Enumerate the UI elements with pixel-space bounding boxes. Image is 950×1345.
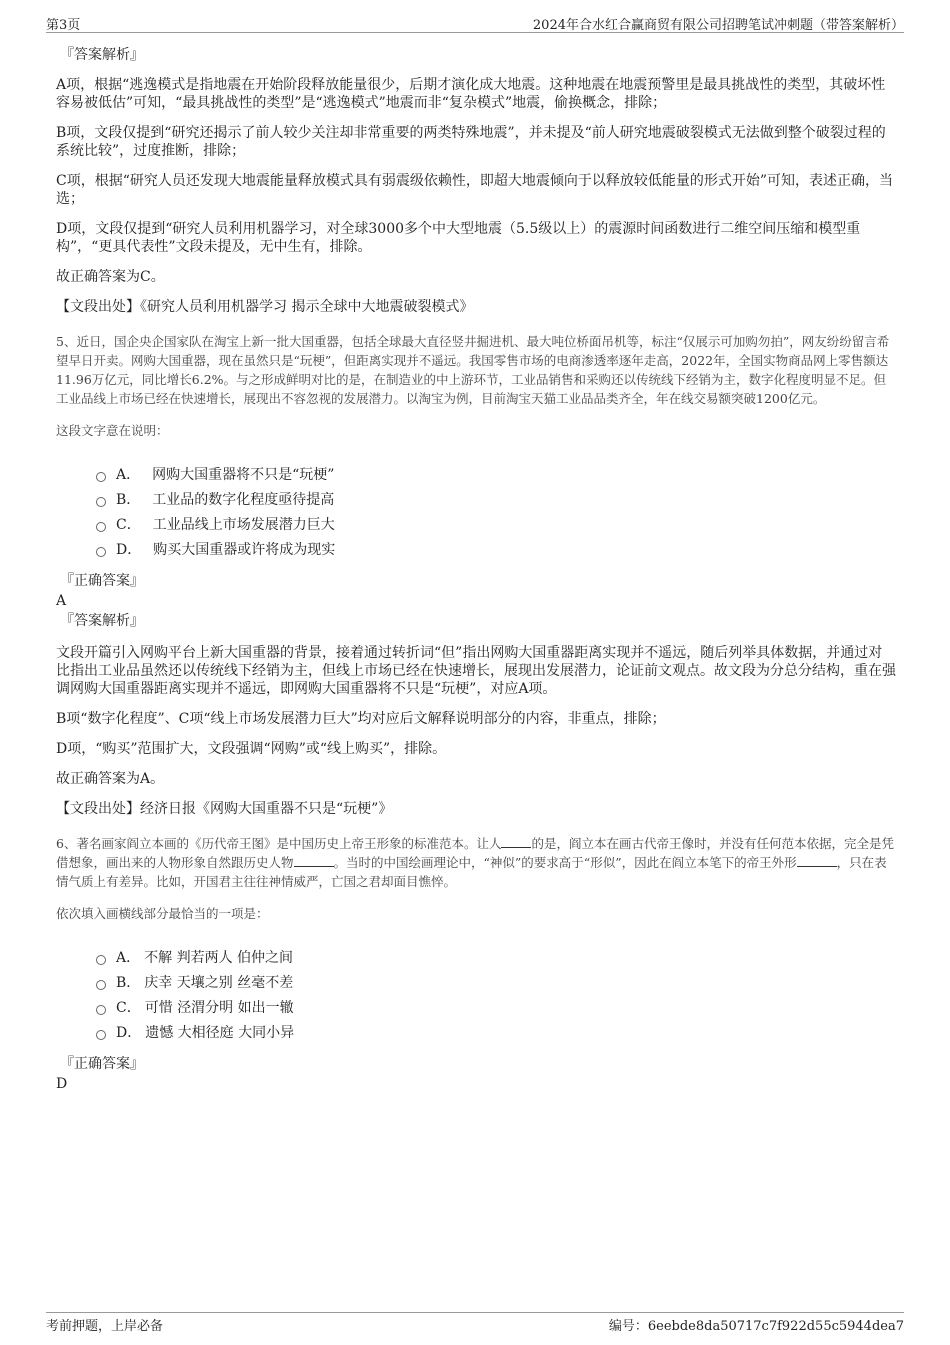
option-letter: B． [116, 492, 141, 508]
blank-3 [797, 854, 837, 867]
radio-icon[interactable] [96, 1030, 106, 1040]
blank-2 [294, 854, 334, 867]
option-letter: A． [116, 950, 141, 966]
radio-icon[interactable] [96, 955, 106, 965]
option-letter: D． [116, 1025, 142, 1041]
q4-analysis-c: C项，根据“研究人员还发现大地震能量释放模式具有弱震级依赖性，即超大地震倾向于以释放较低能量的形式开始”可知，表述正确，当选； [56, 173, 894, 207]
q5-analysis-d: D项，“购买”范围扩大，文段强调“网购”或“线上购买”，排除。 [56, 741, 447, 757]
q6-answer-tag: 『正确答案』 [60, 1056, 144, 1072]
q4-source: 【文段出处】《研究人员利用机器学习 揭示全球中大地震破裂模式》 [56, 299, 474, 315]
q6-option-d[interactable] [96, 1024, 896, 1049]
q5-analysis-tag: 『答案解析』 [60, 613, 144, 629]
q5-option-d[interactable] [96, 541, 896, 566]
radio-icon[interactable] [96, 472, 106, 482]
q5-answer-tag: 『正确答案』 [60, 573, 144, 589]
q6-option-a[interactable] [96, 949, 896, 974]
page-number: 第3页 [46, 18, 81, 33]
q6-options [96, 949, 896, 1049]
option-letter: B． [116, 975, 141, 991]
option-letter: D． [116, 542, 142, 558]
document-title: 2024年合水红合赢商贸有限公司招聘笔试冲刺题（带答案解析） [532, 18, 904, 33]
q6-question: 6、著名画家阎立本画的《历代帝王图》是中国历史上帝王形象的标准范本。让人 的是，阎立本在画古代帝王像时，并没有任何范本依据，完全是凭借想象，画出来的人物形象自然跟历史人物 。当时的中国绘画理论中，“神似”的要求高于“形似”，因此在阎立本笔下的帝王外形 ，只在表情气质上有差异。比如，开国君主往往神情威严，亡国之君却面目憔悴。 [56, 836, 894, 889]
q5-options [96, 466, 896, 566]
radio-icon[interactable] [96, 980, 106, 990]
q4-analysis-a: A项，根据“逃逸模式是指地震在开始阶段释放能量很少，后期才演化成大地震。这种地震在地震预警里是最具挑战性的类型，其破坏性容易被低估”可知，“最具挑战性的类型”是“逃逸模式”地震而非“复杂模式”地震，偷换概念，排除； [56, 77, 886, 111]
q5-analysis-bc: B项“数字化程度”、C项“线上市场发展潜力巨大”均对应后文解释说明部分的内容，非重点，排除； [56, 711, 666, 727]
option-letter: C． [116, 1000, 141, 1016]
page-header [46, 14, 904, 33]
option-text: 网购大国重器将不只是“玩梗” [152, 467, 335, 483]
q5-source: 【文段出处】经济日报《网购大国重器不只是“玩梗”》 [56, 801, 393, 817]
blank-1 [501, 835, 531, 848]
q5-answer: A [56, 593, 67, 609]
option-text: 庆幸 天壤之别 丝毫不差 [144, 975, 294, 991]
option-text: 不解 判若两人 伯仲之间 [144, 950, 294, 966]
page-footer [46, 1312, 904, 1334]
option-text: 可惜 泾渭分明 如出一辙 [144, 1000, 294, 1016]
option-letter: C． [116, 517, 141, 533]
q5-question: 5、近日，国企央企国家队在淘宝上新一批大国重器，包括全球最大直径竖井掘进机、最大吨位桥面吊机等，标注“仅展示可加购勿拍”，网友纷纷留言希望早日开卖。网购大国重器，现在虽然只是“玩梗”，但距离实现并不遥远。我国零售市场的电商渗透率逐年走高，2022年，全国实物商品网上零售额达11.96万亿元，同比增长6.2%。与之形成鲜明对比的是，在制造业的中上游环节，工业品销售和采购还以传统线下经销为主，数字化程度明显不足。但工业品线上市场已经在快速增长，展现出不容忽视的发展潜力。以淘宝为例，目前淘宝天猫工业品品类齐全，年在线交易额突破1200亿元。 [56, 334, 890, 406]
q4-analysis-tag: 『答案解析』 [60, 47, 144, 63]
option-text: 工业品的数字化程度亟待提高 [152, 492, 335, 508]
page-content [56, 46, 896, 1099]
radio-icon[interactable] [96, 547, 106, 557]
q4-conclusion: 故正确答案为C。 [56, 269, 165, 285]
option-text: 购买大国重器或许将成为现实 [153, 542, 336, 558]
q5-analysis-main: 文段开篇引入网购平台上新大国重器的背景，接着通过转折词“但”指出网购大国重器距离实现并不遥远，随后列举具体数据，并通过对比指出工业品虽然还以传统线下经销为主，但线上市场已经在快速增长，展现出发展潜力，论证前文观点。故文段为分总分结构，重在强调网购大国重器距离实现并不遥远，即网购大国重器将不只是“玩梗”，对应A项。 [56, 645, 896, 697]
q6-option-b[interactable] [96, 974, 896, 999]
q4-analysis-b: B项，文段仅提到“研究还揭示了前人较少关注却非常重要的两类特殊地震”，并未提及“前人研究地震破裂模式无法做到整个破裂过程的系统比较”，过度推断，排除； [56, 125, 886, 159]
q5-prompt: 这段文字意在说明： [56, 423, 169, 438]
radio-icon[interactable] [96, 522, 106, 532]
q5-option-b[interactable] [96, 491, 896, 516]
q5-option-a[interactable] [96, 466, 896, 491]
q6-prompt: 依次填入画横线部分最恰当的一项是： [56, 906, 269, 921]
footer-slogan: 考前押题，上岸必备 [46, 1319, 164, 1334]
radio-icon[interactable] [96, 1005, 106, 1015]
option-text: 工业品线上市场发展潜力巨大 [152, 517, 335, 533]
option-text: 遗憾 大相径庭 大同小异 [145, 1025, 295, 1041]
q5-option-c[interactable] [96, 516, 896, 541]
q5-conclusion: 故正确答案为A。 [56, 771, 165, 787]
q6-option-c[interactable] [96, 999, 896, 1024]
q4-analysis-d: D项，文段仅提到“研究人员利用机器学习，对全球3000多个中大型地震（5.5级以上）的震源时间函数进行二维空间压缩和模型重构”，“更具代表性”文段未提及，无中生有，排除。 [56, 221, 861, 255]
document-id: 编号：6eebde8da50717c7f922d55c5944dea7 [608, 1319, 904, 1334]
radio-icon[interactable] [96, 497, 106, 507]
q6-answer: D [56, 1076, 68, 1092]
option-letter: A． [116, 467, 141, 483]
